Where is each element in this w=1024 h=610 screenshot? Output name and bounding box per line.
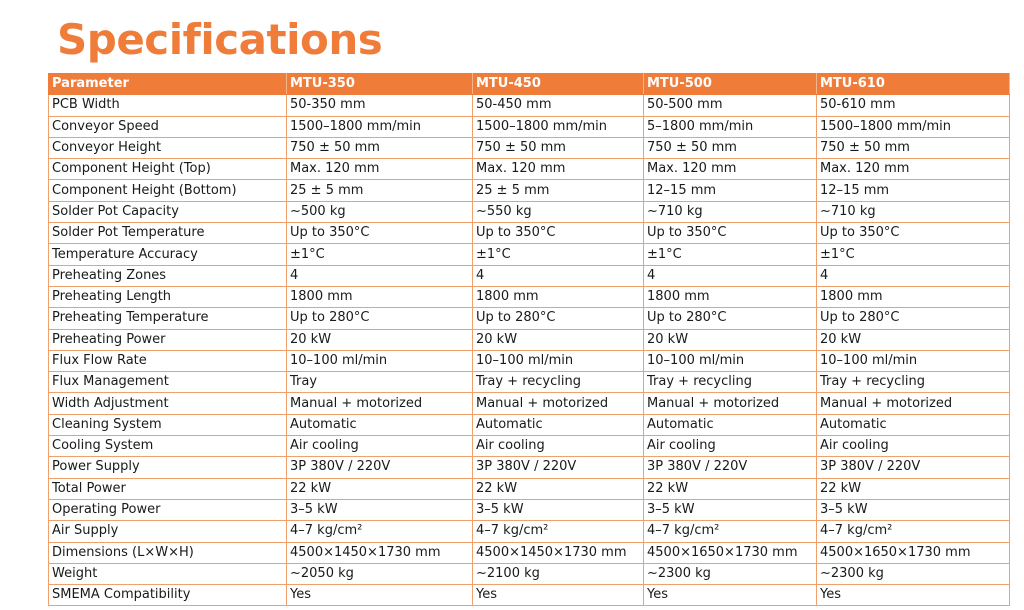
spec-value-cell: Manual + motorized bbox=[817, 393, 1010, 414]
spec-value-cell: 750 ± 50 mm bbox=[287, 137, 473, 158]
spec-value-cell: Max. 120 mm bbox=[644, 159, 817, 180]
table-row bbox=[49, 137, 1010, 158]
spec-value-cell: Air cooling bbox=[644, 436, 817, 457]
parameter-name-cell: Preheating Power bbox=[49, 329, 287, 350]
spec-value-cell: 3–5 kW bbox=[817, 499, 1010, 520]
spec-value-cell: 10–100 ml/min bbox=[287, 350, 473, 371]
spec-value-cell: 4–7 kg/cm² bbox=[473, 521, 644, 542]
spec-value-cell: 4 bbox=[287, 265, 473, 286]
table-row bbox=[49, 95, 1010, 116]
spec-value-cell: Automatic bbox=[473, 414, 644, 435]
spec-value-cell: Up to 280°C bbox=[473, 308, 644, 329]
spec-value-cell: 4500×1650×1730 mm bbox=[644, 542, 817, 563]
spec-value-cell: 5–1800 mm/min bbox=[644, 116, 817, 137]
spec-value-cell: ~710 kg bbox=[817, 201, 1010, 222]
spec-value-cell: Automatic bbox=[817, 414, 1010, 435]
spec-value-cell: ~2300 kg bbox=[817, 563, 1010, 584]
parameter-name-cell: Preheating Temperature bbox=[49, 308, 287, 329]
spec-value-cell: 1500–1800 mm/min bbox=[473, 116, 644, 137]
table-row bbox=[49, 478, 1010, 499]
spec-value-cell: 20 kW bbox=[644, 329, 817, 350]
parameter-name-cell: Cooling System bbox=[49, 436, 287, 457]
spec-value-cell: Yes bbox=[473, 585, 644, 606]
table-row bbox=[49, 563, 1010, 584]
table-row bbox=[49, 393, 1010, 414]
parameter-name-cell: Flux Flow Rate bbox=[49, 350, 287, 371]
spec-value-cell: ~2100 kg bbox=[473, 563, 644, 584]
spec-value-cell: 1500–1800 mm/min bbox=[287, 116, 473, 137]
spec-value-cell: 750 ± 50 mm bbox=[473, 137, 644, 158]
column-header-model: MTU-450 bbox=[473, 74, 644, 95]
spec-value-cell: Manual + motorized bbox=[473, 393, 644, 414]
spec-value-cell: Manual + motorized bbox=[287, 393, 473, 414]
spec-value-cell: Yes bbox=[817, 585, 1010, 606]
spec-value-cell: 50-500 mm bbox=[644, 95, 817, 116]
table-row bbox=[49, 308, 1010, 329]
spec-value-cell: 4–7 kg/cm² bbox=[287, 521, 473, 542]
spec-value-cell: Max. 120 mm bbox=[287, 159, 473, 180]
table-row bbox=[49, 329, 1010, 350]
spec-value-cell: ±1°C bbox=[817, 244, 1010, 265]
spec-value-cell: Tray bbox=[287, 372, 473, 393]
spec-value-cell: 3P 380V / 220V bbox=[817, 457, 1010, 478]
spec-value-cell: Yes bbox=[644, 585, 817, 606]
spec-value-cell: Up to 350°C bbox=[287, 223, 473, 244]
parameter-name-cell: Temperature Accuracy bbox=[49, 244, 287, 265]
table-row bbox=[49, 457, 1010, 478]
table-row bbox=[49, 180, 1010, 201]
spec-value-cell: 10–100 ml/min bbox=[473, 350, 644, 371]
spec-value-cell: 3P 380V / 220V bbox=[473, 457, 644, 478]
column-header-model: MTU-350 bbox=[287, 74, 473, 95]
spec-value-cell: 4 bbox=[817, 265, 1010, 286]
table-row bbox=[49, 223, 1010, 244]
parameter-name-cell: Flux Management bbox=[49, 372, 287, 393]
spec-value-cell: Tray + recycling bbox=[644, 372, 817, 393]
spec-value-cell: 4500×1450×1730 mm bbox=[473, 542, 644, 563]
spec-value-cell: 22 kW bbox=[473, 478, 644, 499]
table-row bbox=[49, 521, 1010, 542]
spec-value-cell: Up to 350°C bbox=[473, 223, 644, 244]
spec-value-cell: 1500–1800 mm/min bbox=[817, 116, 1010, 137]
spec-value-cell: Tray + recycling bbox=[817, 372, 1010, 393]
table-row bbox=[49, 414, 1010, 435]
parameter-name-cell: SMEMA Compatibility bbox=[49, 585, 287, 606]
spec-value-cell: 1800 mm bbox=[644, 286, 817, 307]
parameter-name-cell: PCB Width bbox=[49, 95, 287, 116]
spec-value-cell: Air cooling bbox=[817, 436, 1010, 457]
spec-value-cell: 20 kW bbox=[817, 329, 1010, 350]
table-row bbox=[49, 159, 1010, 180]
spec-value-cell: 3–5 kW bbox=[644, 499, 817, 520]
spec-value-cell: ~500 kg bbox=[287, 201, 473, 222]
table-row bbox=[49, 265, 1010, 286]
spec-value-cell: 3P 380V / 220V bbox=[287, 457, 473, 478]
spec-value-cell: Max. 120 mm bbox=[817, 159, 1010, 180]
spec-value-cell: 22 kW bbox=[287, 478, 473, 499]
spec-value-cell: 4500×1450×1730 mm bbox=[287, 542, 473, 563]
parameter-name-cell: Width Adjustment bbox=[49, 393, 287, 414]
table-row bbox=[49, 436, 1010, 457]
spec-value-cell: 12–15 mm bbox=[817, 180, 1010, 201]
spec-value-cell: 1800 mm bbox=[817, 286, 1010, 307]
page-title: Specifications bbox=[57, 15, 383, 64]
spec-value-cell: Automatic bbox=[644, 414, 817, 435]
parameter-name-cell: Component Height (Top) bbox=[49, 159, 287, 180]
spec-value-cell: 4 bbox=[644, 265, 817, 286]
spec-value-cell: 25 ± 5 mm bbox=[473, 180, 644, 201]
column-header-model: MTU-610 bbox=[817, 74, 1010, 95]
parameter-name-cell: Operating Power bbox=[49, 499, 287, 520]
spec-value-cell: 3–5 kW bbox=[473, 499, 644, 520]
spec-value-cell: Up to 280°C bbox=[817, 308, 1010, 329]
spec-value-cell: Manual + motorized bbox=[644, 393, 817, 414]
spec-value-cell: 4–7 kg/cm² bbox=[817, 521, 1010, 542]
spec-value-cell: ±1°C bbox=[644, 244, 817, 265]
table-header bbox=[49, 74, 1010, 95]
parameter-name-cell: Component Height (Bottom) bbox=[49, 180, 287, 201]
spec-value-cell: 1800 mm bbox=[287, 286, 473, 307]
spec-value-cell: ~710 kg bbox=[644, 201, 817, 222]
spec-value-cell: 25 ± 5 mm bbox=[287, 180, 473, 201]
spec-value-cell: Automatic bbox=[287, 414, 473, 435]
table-row bbox=[49, 201, 1010, 222]
parameter-name-cell: Power Supply bbox=[49, 457, 287, 478]
spec-value-cell: 50-350 mm bbox=[287, 95, 473, 116]
column-header-parameter: Parameter bbox=[49, 74, 287, 95]
spec-value-cell: Tray + recycling bbox=[473, 372, 644, 393]
spec-value-cell: 3P 380V / 220V bbox=[644, 457, 817, 478]
table-body bbox=[49, 95, 1010, 606]
spec-value-cell: Up to 350°C bbox=[644, 223, 817, 244]
spec-value-cell: 750 ± 50 mm bbox=[644, 137, 817, 158]
specifications-table bbox=[48, 73, 1010, 606]
spec-value-cell: 20 kW bbox=[287, 329, 473, 350]
header-row bbox=[49, 74, 1010, 95]
table-row bbox=[49, 542, 1010, 563]
spec-value-cell: Up to 350°C bbox=[817, 223, 1010, 244]
table-row bbox=[49, 350, 1010, 371]
spec-value-cell: ±1°C bbox=[287, 244, 473, 265]
spec-value-cell: 10–100 ml/min bbox=[644, 350, 817, 371]
parameter-name-cell: Total Power bbox=[49, 478, 287, 499]
parameter-name-cell: Cleaning System bbox=[49, 414, 287, 435]
spec-value-cell: Up to 280°C bbox=[287, 308, 473, 329]
spec-value-cell: 10–100 ml/min bbox=[817, 350, 1010, 371]
table-row bbox=[49, 286, 1010, 307]
spec-value-cell: 1800 mm bbox=[473, 286, 644, 307]
parameter-name-cell: Conveyor Height bbox=[49, 137, 287, 158]
spec-value-cell: Yes bbox=[287, 585, 473, 606]
spec-value-cell: 4–7 kg/cm² bbox=[644, 521, 817, 542]
spec-value-cell: Up to 280°C bbox=[644, 308, 817, 329]
column-header-model: MTU-500 bbox=[644, 74, 817, 95]
spec-value-cell: 20 kW bbox=[473, 329, 644, 350]
spec-value-cell: ~2050 kg bbox=[287, 563, 473, 584]
table-row bbox=[49, 116, 1010, 137]
spec-value-cell: Max. 120 mm bbox=[473, 159, 644, 180]
table-row bbox=[49, 585, 1010, 606]
spec-value-cell: ±1°C bbox=[473, 244, 644, 265]
spec-value-cell: 50-610 mm bbox=[817, 95, 1010, 116]
parameter-name-cell: Solder Pot Temperature bbox=[49, 223, 287, 244]
parameter-name-cell: Preheating Length bbox=[49, 286, 287, 307]
spec-value-cell: 12–15 mm bbox=[644, 180, 817, 201]
parameter-name-cell: Solder Pot Capacity bbox=[49, 201, 287, 222]
spec-value-cell: ~550 kg bbox=[473, 201, 644, 222]
parameter-name-cell: Weight bbox=[49, 563, 287, 584]
spec-value-cell: 50-450 mm bbox=[473, 95, 644, 116]
spec-value-cell: 3–5 kW bbox=[287, 499, 473, 520]
spec-value-cell: 22 kW bbox=[817, 478, 1010, 499]
parameter-name-cell: Dimensions (L×W×H) bbox=[49, 542, 287, 563]
spec-value-cell: Air cooling bbox=[473, 436, 644, 457]
table-row bbox=[49, 499, 1010, 520]
parameter-name-cell: Preheating Zones bbox=[49, 265, 287, 286]
spec-value-cell: 4500×1650×1730 mm bbox=[817, 542, 1010, 563]
spec-value-cell: 22 kW bbox=[644, 478, 817, 499]
parameter-name-cell: Air Supply bbox=[49, 521, 287, 542]
spec-value-cell: Air cooling bbox=[287, 436, 473, 457]
table-row bbox=[49, 372, 1010, 393]
spec-value-cell: ~2300 kg bbox=[644, 563, 817, 584]
spec-value-cell: 750 ± 50 mm bbox=[817, 137, 1010, 158]
spec-value-cell: 4 bbox=[473, 265, 644, 286]
table-row bbox=[49, 244, 1010, 265]
parameter-name-cell: Conveyor Speed bbox=[49, 116, 287, 137]
